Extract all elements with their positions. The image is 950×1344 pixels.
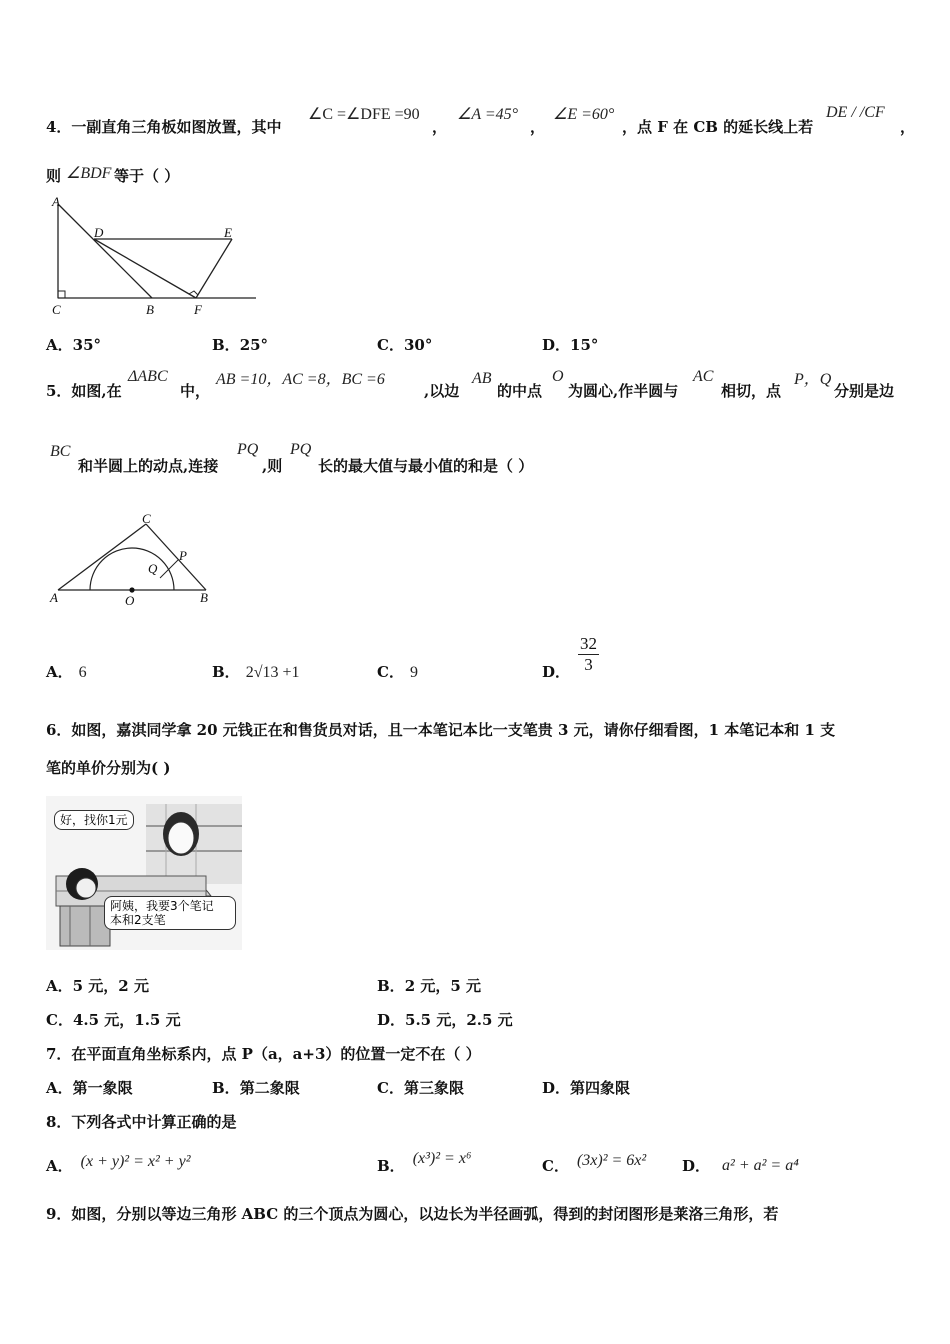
q6-option-c-label: C． — [46, 1011, 73, 1029]
q5-t6: 和半圆上的动点,连接 — [78, 457, 219, 475]
q4-option-a-label: A． — [46, 336, 73, 354]
q7-option-b-label: B． — [212, 1079, 240, 1097]
q8-option-b-label: B． — [377, 1157, 405, 1175]
q4-label-a: A — [52, 194, 60, 209]
q4-option-d[interactable] — [542, 334, 598, 355]
q5-bc: BC — [50, 443, 71, 460]
q4-option-d-label: D． — [542, 336, 571, 354]
q5-pq2: PQ — [290, 441, 312, 458]
q6-bubble-bottom-line1: 阿姨，我要3个笔记 — [110, 899, 214, 913]
q5-label-c: C — [142, 511, 151, 526]
q4-label-c: C — [52, 302, 61, 317]
q5-t1: ,以边 — [424, 382, 460, 400]
q5-label-a: A — [50, 590, 58, 605]
q6-option-b[interactable] — [377, 975, 481, 996]
q8-option-d-label: D． — [682, 1157, 711, 1175]
q7-option-c[interactable] — [377, 1077, 464, 1098]
q5-pq1: PQ — [237, 441, 259, 458]
q4-option-a-value: 35° — [72, 336, 102, 354]
q7-option-b-value: 第二象限 — [239, 1079, 300, 1097]
q4-sep1: ， — [432, 118, 448, 136]
q5-option-d-numerator: 32 — [580, 634, 598, 653]
q7-option-d-value: 第四象限 — [570, 1079, 631, 1097]
q4-label-b: B — [146, 302, 154, 317]
q8-option-b-value: (x³)² = x⁶ — [412, 1150, 472, 1167]
q5-option-d-denominator: 3 — [584, 655, 593, 674]
q5-label-b: B — [200, 590, 208, 605]
q5-t7: ,则 — [262, 457, 283, 475]
q6-option-d[interactable] — [377, 1009, 513, 1030]
q6-option-c[interactable] — [46, 1009, 181, 1030]
q8-option-c-label: C． — [542, 1157, 569, 1175]
q5-option-b-label: B． — [212, 663, 240, 681]
q4-cond3: ∠E =60° — [553, 106, 615, 123]
q8-option-d[interactable] — [682, 1155, 799, 1176]
q5-t8: 长的最大值与最小值的和是（ ） — [318, 457, 534, 475]
q5-option-a[interactable] — [46, 661, 87, 682]
q5-option-c[interactable] — [377, 661, 418, 682]
q6-bubble-top-text: 好，找你1元 — [60, 813, 128, 827]
q4-option-c-value: 30° — [403, 336, 433, 354]
q6-bubble-bottom-line2: 本和2支笔 — [110, 913, 166, 927]
q5-label-p: P — [179, 548, 187, 563]
q5-givens: AB =10，AC =8，BC =6 — [216, 371, 385, 388]
q5-option-b-value: 2√13 +1 — [245, 664, 300, 681]
q4-mid: ，点 F 在 CB 的延长线上若 — [622, 118, 814, 136]
q5-t5: 分别是边 — [834, 382, 895, 400]
q5-ac: AC — [693, 368, 714, 385]
q5-t2: 的中点 — [497, 382, 543, 400]
q4-ask: ∠BDF — [66, 165, 112, 182]
q4-label-d: D — [94, 225, 104, 240]
q5-label-q: Q — [148, 561, 158, 576]
q7-option-d[interactable] — [542, 1077, 630, 1098]
q8-option-c[interactable] — [542, 1152, 647, 1176]
q7-option-c-label: C． — [377, 1079, 404, 1097]
q8-text: 8．下列各式中计算正确的是 — [46, 1113, 237, 1131]
q7-text: 7．在平面直角坐标系内，点 P（a，a+3）的位置一定不在（ ） — [46, 1045, 481, 1063]
q4-option-c-label: C． — [377, 336, 404, 354]
q5-o: O — [552, 368, 564, 385]
q4-sep2: ， — [530, 118, 546, 136]
q5-option-c-label: C． — [377, 663, 404, 681]
q7-option-b[interactable] — [212, 1077, 300, 1098]
q6-line1: 6．如图，嘉淇同学拿 20 元钱正在和售货员对话，且一本笔记本比一支笔贵 3 元，请你仔细看图，1 本笔记本和 1 支 — [46, 721, 836, 739]
q8-option-b[interactable] — [377, 1150, 472, 1176]
q9-text: 9．如图，分别以等边三角形 ABC 的三个顶点为圆心，以边长为半径画弧，得到的封闭图形是莱洛三角形，若 — [46, 1205, 779, 1223]
q4-label-e: E — [224, 225, 232, 240]
q4-option-a[interactable] — [46, 334, 101, 355]
q5-t4: 相切，点 — [721, 382, 782, 400]
q8-option-a-value: (x + y)² = x² + y² — [80, 1153, 191, 1170]
q6-option-a-value: 5 元，2 元 — [72, 977, 149, 995]
q4-figure — [44, 192, 260, 320]
q6-bubble-clerk — [54, 810, 134, 830]
q6-bubble-child — [104, 896, 236, 930]
q5-option-d[interactable] — [542, 634, 599, 682]
q4-option-c[interactable] — [377, 334, 432, 355]
q4-prefix: 4．一副直角三角板如图放置，其中 — [46, 118, 282, 136]
q6-option-b-label: B． — [377, 977, 405, 995]
q4-option-b-label: B． — [212, 336, 240, 354]
q4-option-b-value: 25° — [239, 336, 269, 354]
q7-option-c-value: 第三象限 — [403, 1079, 464, 1097]
q5-figure — [46, 510, 216, 610]
q5-option-a-value: 6 — [78, 664, 87, 681]
q5-triangle: ΔABC — [128, 368, 168, 385]
q4-line2-suffix: 等于（ ） — [114, 167, 180, 185]
q4-cond1: ∠C =∠DFE =90 — [308, 106, 420, 123]
q7-option-a-value: 第一象限 — [72, 1079, 133, 1097]
q5-zhong: 中， — [180, 382, 211, 400]
q5-option-a-label: A． — [46, 663, 73, 681]
q4-label-f: F — [194, 302, 202, 317]
q4-line2-prefix: 则 — [46, 167, 62, 185]
q6-line2: 笔的单价分别为( ) — [46, 759, 171, 777]
q6-option-d-value: 5.5 元，2.5 元 — [405, 1011, 513, 1029]
q5-ab: AB — [472, 370, 492, 387]
q6-illustration — [46, 796, 242, 950]
q8-option-a-label: A． — [46, 1157, 73, 1175]
q6-option-a-label: A． — [46, 977, 73, 995]
q7-option-a[interactable] — [46, 1077, 133, 1098]
q5-label-o: O — [125, 593, 135, 608]
q6-option-d-label: D． — [377, 1011, 406, 1029]
q8-option-d-value: a² + a² = a⁴ — [722, 1157, 799, 1174]
q6-option-b-value: 2 元，5 元 — [404, 977, 482, 995]
q4-cond4: DE / /CF — [826, 104, 885, 121]
q4-end: ， — [900, 118, 916, 136]
q8-option-c-value: (3x)² = 6x² — [576, 1152, 647, 1169]
q7-option-d-label: D． — [542, 1079, 571, 1097]
q6-option-c-value: 4.5 元，1.5 元 — [72, 1011, 181, 1029]
q4-option-b[interactable] — [212, 334, 268, 355]
q5-t3: 为圆心,作半圆与 — [568, 382, 679, 400]
q5-option-c-value: 9 — [409, 664, 418, 681]
q4-option-d-value: 15° — [570, 336, 599, 354]
q7-option-a-label: A． — [46, 1079, 73, 1097]
q6-option-a[interactable] — [46, 975, 149, 996]
q4-cond2: ∠A =45° — [457, 106, 519, 123]
q5-prefix: 5．如图,在 — [46, 382, 122, 400]
q5-pq: P，Q — [794, 371, 832, 388]
q5-option-d-label: D． — [542, 663, 571, 681]
q5-option-d-fraction — [578, 634, 599, 675]
q8-option-a[interactable] — [46, 1155, 190, 1176]
q5-option-b[interactable] — [212, 661, 300, 682]
